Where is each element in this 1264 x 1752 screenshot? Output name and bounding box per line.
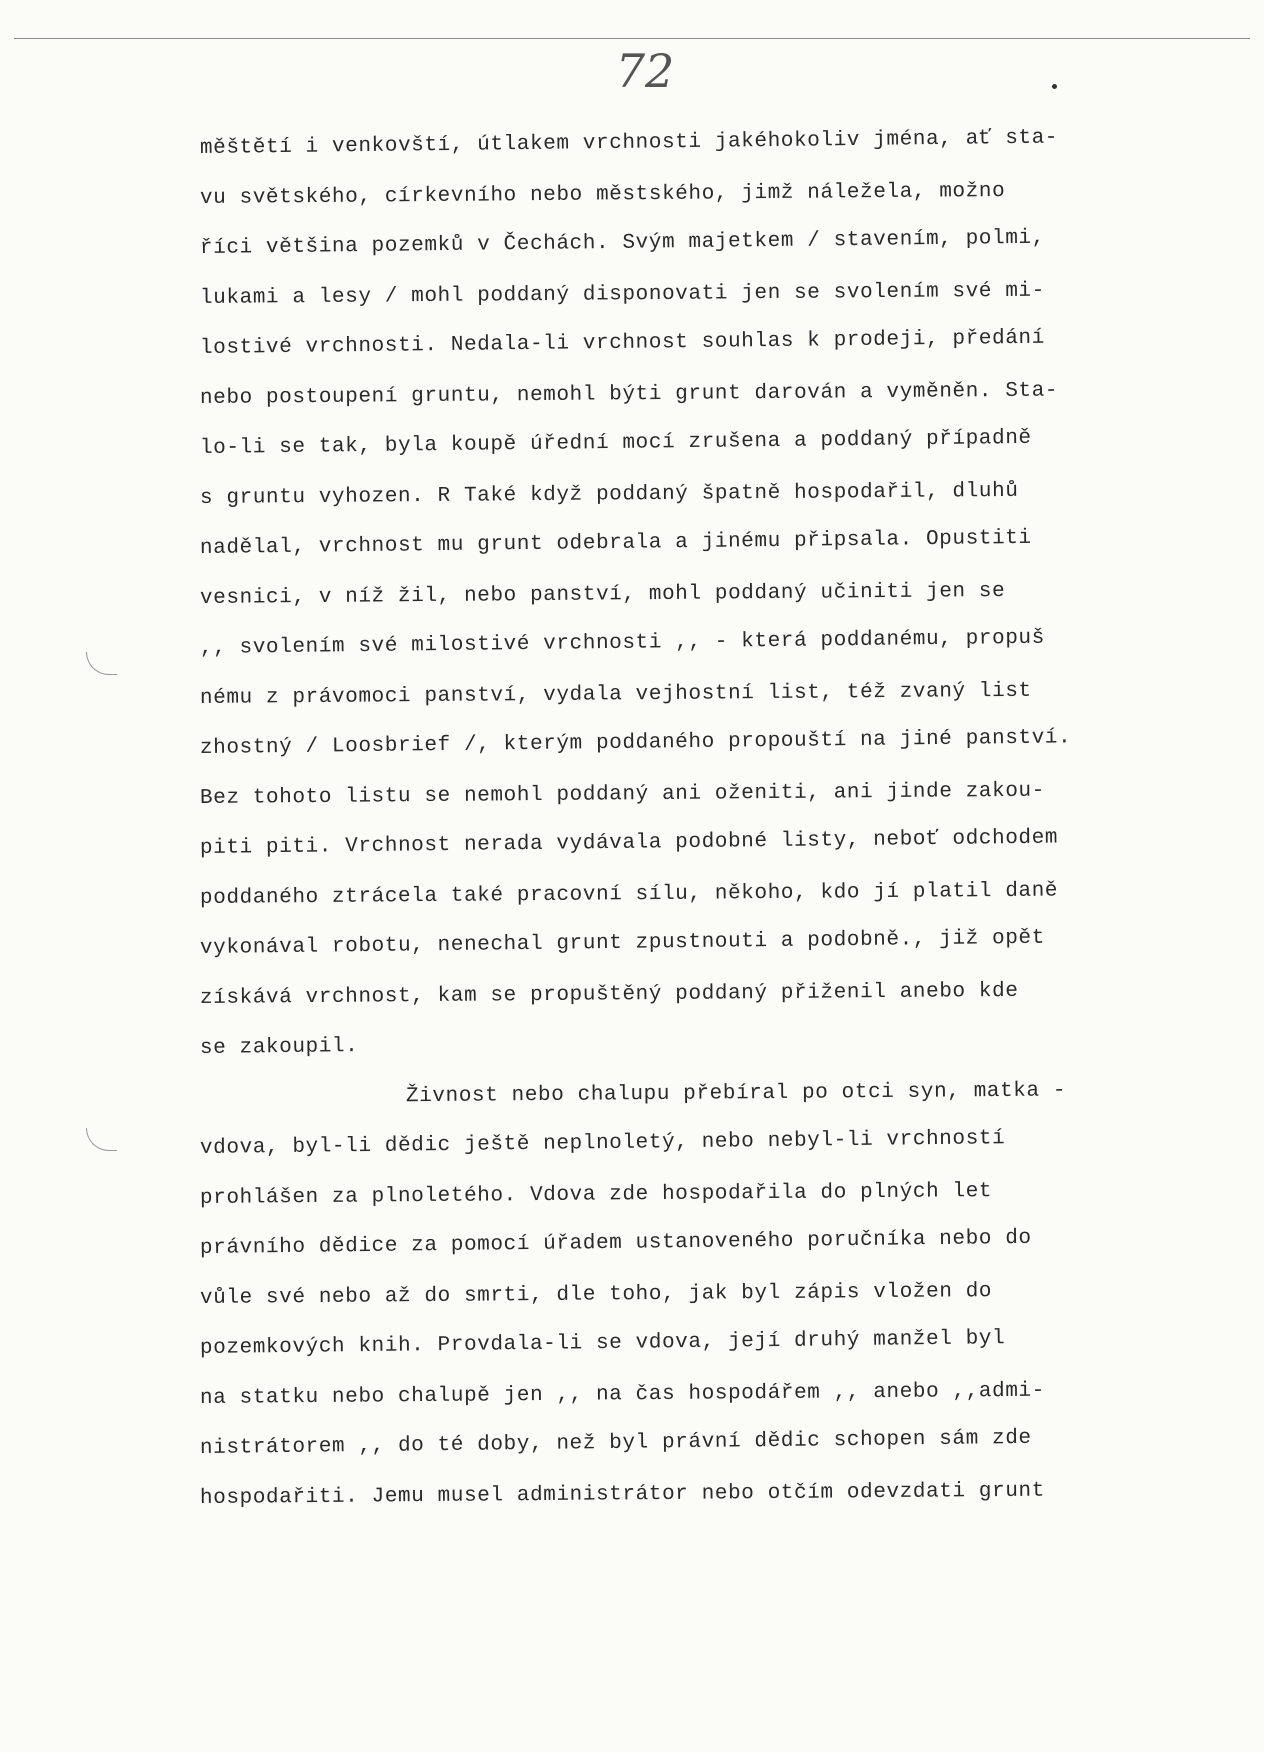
text-line: vu světského, církevního nebo městského, jimž náležela, možno xyxy=(199,179,1006,210)
punch-hole-mark xyxy=(86,652,117,675)
text-line: poddaného ztrácela také pracovní sílu, někoho, kdo jí platil daně xyxy=(199,879,1059,910)
text-line: nadělal, vrchnost mu grunt odebrala a jinému připsala. Opustiti xyxy=(199,526,1032,560)
text-line: Živnost nebo chalupu přebíral po otci syn, matka - xyxy=(405,1079,1067,1109)
handwritten-page-number: 72 xyxy=(615,44,675,98)
text-line: s gruntu vyhozen. R Také když poddaný špatně hospodařil, dluhů xyxy=(199,479,1019,510)
text-line: vdova, byl-li dědic ještě neplnoletý, nebo nebyl-li vrchností xyxy=(199,1127,1006,1160)
text-line: vůle své nebo až do smrti, dle toho, jak byl zápis vložen do xyxy=(199,1280,993,1310)
text-line: nebo postoupení gruntu, nemohl býti grunt darován a vyměněn. Sta- xyxy=(199,379,1059,410)
text-line: zhostný / Loosbrief /, kterým poddaného propouští na jiné panství. xyxy=(199,726,1072,760)
text-line: prohlášen za plnoletého. Vdova zde hospodařila do plných let xyxy=(199,1180,993,1210)
text-line: lostivé vrchnosti. Nedala-li vrchnost souhlas k prodeji, předání xyxy=(199,326,1046,360)
ink-dot xyxy=(1052,84,1057,89)
text-line: piti piti. Vrchnost nerada vydávala podobné listy, neboť odchodem xyxy=(199,826,1059,860)
punch-hole-mark xyxy=(86,1128,117,1151)
text-line: právního dědice za pomocí úřadem ustanoveného poručníka nebo do xyxy=(199,1226,1032,1260)
text-line: nému z právomoci panství, vydala vejhostní list, též zvaný list xyxy=(199,679,1032,710)
text-line: hospodařiti. Jemu musel administrátor nebo otčím odevzdati grunt xyxy=(199,1479,1046,1510)
text-line: říci většina pozemků v Čechách. Svým majetkem / stavením, polmi, xyxy=(199,226,1046,260)
text-line: měštětí i venkovští, útlakem vrchnosti jakéhokoliv jména, ať sta- xyxy=(199,126,1059,160)
text-line: pozemkových knih. Provdala-li se vdova, její druhý manžel byl xyxy=(199,1327,1006,1360)
text-line: získává vrchnost, kam se propuštěný poddaný přiženil anebo kde xyxy=(199,979,1019,1010)
text-line: na statku nebo chalupě jen ,, na čas hospodářem ,, anebo ,,admi- xyxy=(199,1379,1046,1410)
text-line: se zakoupil. xyxy=(199,1035,359,1060)
typewritten-text xyxy=(200,124,1210,1524)
text-line: lo-li se tak, byla koupě úřední mocí zrušena a poddaný případně xyxy=(199,426,1032,460)
text-line: vesnici, v níž žil, nebo panství, mohl poddaný učiniti jen se xyxy=(199,579,1006,610)
text-line: nistrátorem ,, do té doby, než byl právní dědic schopen sám zde xyxy=(199,1426,1032,1460)
text-line: Bez tohoto listu se nemohl poddaný ani oženiti, ani jinde zakou- xyxy=(199,779,1046,810)
page-top-edge xyxy=(14,38,1250,39)
text-line: ,, svolením své milostivé vrchnosti ,, - která poddanému, propuš xyxy=(199,626,1046,660)
text-line: lukami a lesy / mohl poddaný disponovati jen se svolením své mi- xyxy=(199,279,1046,310)
text-line: vykonával robotu, nenechal grunt zpustnouti a podobně., již opět xyxy=(199,926,1046,960)
